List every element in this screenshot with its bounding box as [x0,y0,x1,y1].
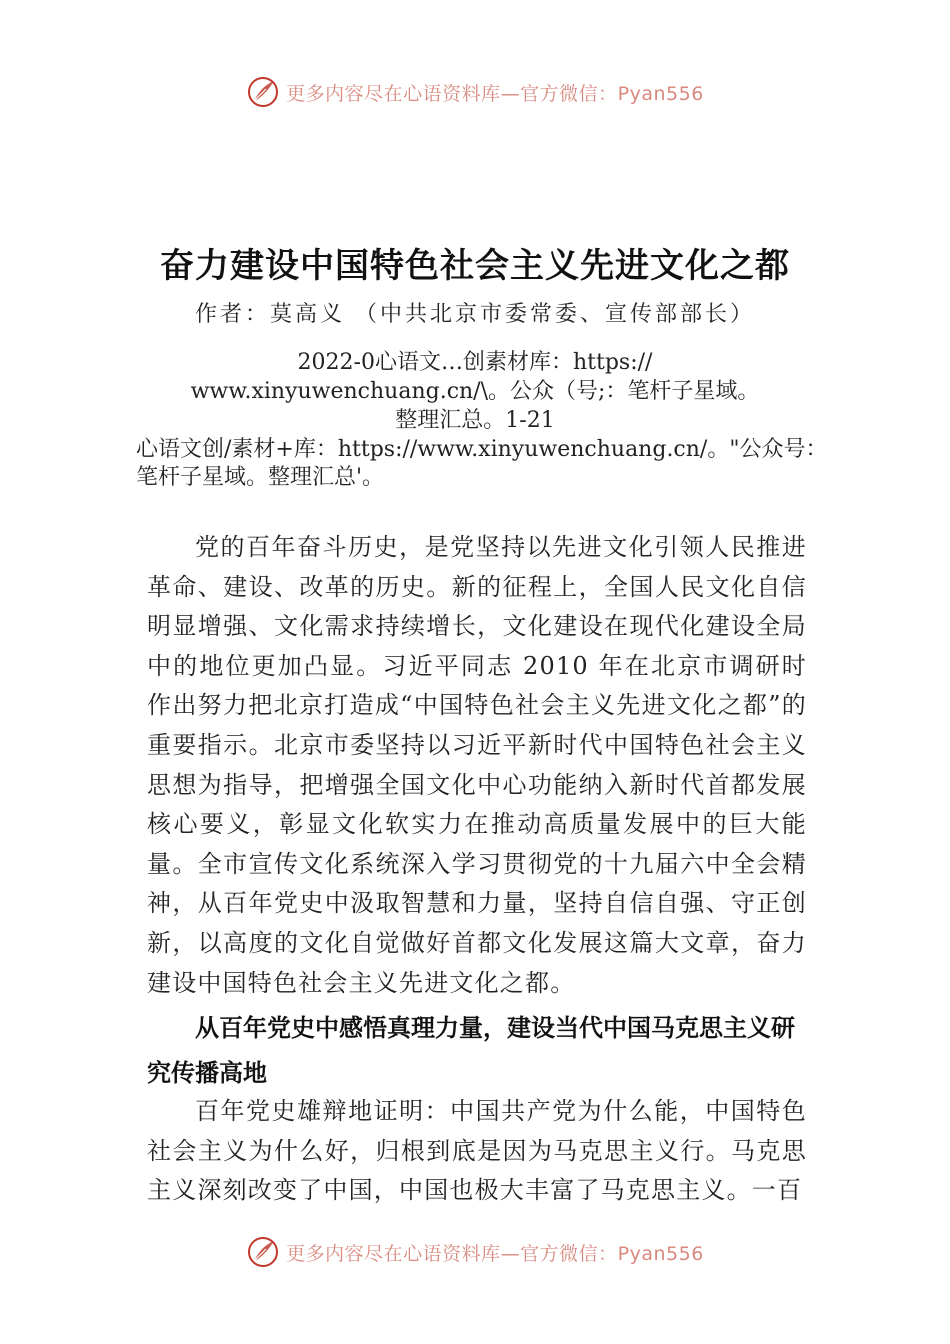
body-paragraph: 党的百年奋斗历史，是党坚持以先进文化引领人民推进革命、建设、改革的历史。新的征程上，全国人民文化自信明显增强、文化需求持续增长，文化建设在现代化建设全局中的地位更加凸显。习近平同志 2010 年在北京市调研时作出努力把北京打造成“中国特色社会主义先进文化之都”的重要指示。北京市委坚持以习近平新时代中国特色社会主义思想为指导，把增强全国文化中心功能纳入新时代首都发展核心要义，彰显文化软实力在推动高质量发展中的巨大能量。全市宣传文化系统深入学习贯彻党的十九届六中全会精神，从百年党史中汲取智慧和力量，坚持自信自强、守正创新，以高度的文化自觉做好首都文化发展这篇大文章，奋力建设中国特色社会主义先进文化之都。 [147,533,807,997]
meta-line: www.xinyuwenchuang.cn/\。公众（号;：笔杆子星域。 [190,379,760,404]
body-paragraph: 百年党史雄辩地证明：中国共产党为什么能，中国特色社会主义为什么好，归根到底是因为马克思主义行。马克思主义深刻改变了中国，中国也极大丰富了马克思主义。一百 [147,1097,807,1205]
meta-line: 整理汇总。1-21 [395,408,555,433]
watermark-text: 更多内容尽在心语资料库—官方微信：Pyan556 [286,82,704,105]
footer-watermark-banner [0,1232,950,1272]
source-note: 心语文创/素材+库：https://www.xinyuwenchuang.cn/。"公众号：笔杆子星域。整理汇总'。 [136,437,828,490]
watermark-text: 更多内容尽在心语资料库—官方微信：Pyan556 [286,1242,704,1265]
meta-line: 2022-0心语文…创素材库：https:// [297,350,653,375]
source-meta [0,348,950,435]
section-heading: 从百年党史中感悟真理力量，建设当代中国马克思主义研究传播高地 [147,1014,795,1087]
header-watermark-banner [0,72,950,112]
feather-pen-logo-icon [246,1235,280,1269]
feather-pen-logo-icon [246,75,280,109]
author-line: 作者：莫高义 （中共北京市委常委、宣传部部长） [195,302,755,327]
document-title: 奋力建设中国特色社会主义先进文化之都 [160,246,790,286]
